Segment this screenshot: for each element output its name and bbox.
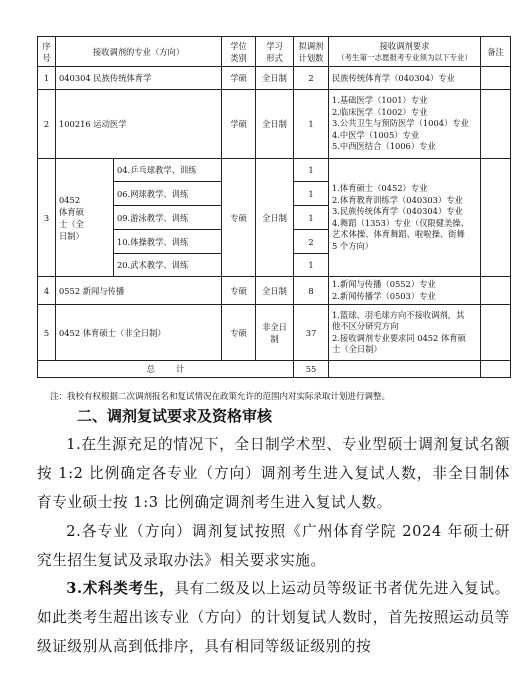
table-row [38,159,511,182]
paragraph-3-lead: 3.术科类考生， [66,580,175,597]
row-plan: 37 [294,305,329,361]
table-total-row [38,361,511,378]
row-mode: 非全日 制 [256,305,294,361]
header-degree: 学位 类别 [222,37,256,67]
row-requirement [329,277,481,305]
sub-direction: 10.体操教学、训练 [114,230,222,254]
row-requirement [329,159,481,277]
total-empty [329,361,481,378]
sub-plan: 1 [294,182,329,206]
sub-plan: 1 [294,159,329,182]
adjustment-table [37,36,511,378]
row-no: 3 [38,159,56,277]
requirement-line: 他不区分研究方向 [332,321,399,331]
row-degree: 专硕 [222,277,256,305]
row-no: 4 [38,277,56,305]
row-remark [481,67,511,90]
sub-direction: 06.网球教学、训练 [114,182,222,206]
requirement-line: 5.中西医结合（1006）专业 [332,141,436,152]
row-no: 1 [38,67,56,90]
requirement-line: 2.体育教育训练学（040303）专业 [332,194,463,205]
row-requirement [329,90,481,159]
requirement-line: 1.篮球、羽毛球方向不接收调剂，其 [332,309,465,320]
table-row [38,67,511,90]
row-degree: 专硕 [222,305,256,361]
table-header-row [38,37,511,67]
requirement-line: 1.新闻与传播（0552）专业 [332,279,436,289]
sub-plan: 1 [294,206,329,230]
row-remark [481,305,511,361]
requirement-line: 3.民族传统体育学（040304）专业 [332,206,463,216]
paragraph-3 [37,574,510,661]
paragraph-1: 1.在生源充足的情况下，全日制学术型、专业型硕士调剂复试名额按 1:2 比例确定各专业（方向）调剂考生进入复试人数，非全日制体育专业硕士按 1:3 比例确定调剂考生进入复试人数。 [37,436,510,511]
row-mode: 全日制 [256,277,294,305]
sub-direction: 09.游泳教学、训练 [114,206,222,230]
sub-plan: 1 [294,254,329,277]
requirement-line: 3.公共卫生与预防医学（1004）专业 [332,118,469,129]
row-major: 040304 民族传统体育学 [56,67,222,90]
header-no: 序 号 [38,37,56,67]
total-value: 55 [294,361,329,378]
sub-direction: 20.武术教学、训练 [114,254,222,277]
row-no: 2 [38,90,56,159]
row-degree: 学硕 [222,90,256,159]
requirement-line: 1.体育硕士（0452）专业 [332,183,428,193]
row-mode: 全日制 [256,90,294,159]
row-degree: 专硕 [222,159,256,277]
row-mode: 全日制 [256,67,294,90]
row-major: 0452 体育硕士（非全日制） [56,305,222,361]
row-major: 0452 体育硕 士（全 日制） [56,159,114,277]
table-row [38,277,511,305]
total-empty [481,361,511,378]
row-plan: 1 [294,90,329,159]
requirement-line: 艺术体操、体育舞蹈、啦啦操、街舞 [332,229,465,239]
paragraph-3-body: 具有二级及以上运动员等级证书者优先进入复试。如此类考生超出该专业（方向）的计划复试人数时，首先按照运动员等级证级别从高到低排序，具有相同等级证级别的按 [37,580,510,655]
row-remark [481,277,511,305]
requirement-line: 2.接收调剂专业要求同 0452 体育硕 [332,332,466,343]
row-plan: 2 [294,67,329,90]
row-major: 0552 新闻与传播 [56,277,222,305]
requirement-line: 4.中医学（1005）专业 [332,129,420,140]
header-requirement-title: 接收调剂要求 [379,40,430,51]
row-requirement [329,305,481,361]
header-plan: 拟调剂 计划数 [294,37,329,67]
row-major: 100216 运动医学 [56,90,222,159]
table-row [38,90,511,159]
row-remark [481,159,511,277]
row-mode: 全日制 [256,159,294,277]
header-mode: 学习 形式 [256,37,294,67]
sub-plan: 2 [294,230,329,254]
header-major: 接收调剂的专业（方向） [56,37,222,67]
paragraph-2: 2.各专业（方向）调剂复试按照《广州体育学院 2024 年硕士研究生招生复试及录取办法》相关要求实施。 [37,523,510,569]
sub-direction: 04.乒乓球教学、训练 [114,159,222,182]
row-remark [481,90,511,159]
section-title: 二、调剂复试要求及资格审核 [77,407,273,425]
table-row [38,305,511,361]
row-degree: 学硕 [222,67,256,90]
requirement-line: 士（全日制） [332,344,382,354]
requirement-line: 5 个方向） [332,240,374,251]
requirement-line: 1.基础医学（1001）专业 [332,95,428,106]
row-plan: 8 [294,277,329,305]
table-note: 注：我校有权根据二次调剂报名和复试情况在政策允许的范围内对实际录取计划进行调整。 [50,392,391,402]
row-requirement: 民族传统体育学（040304）专业 [329,67,481,90]
row-no: 5 [38,305,56,361]
requirement-line: 4.舞蹈（1353）专业（仅限健美操、 [332,217,469,228]
header-remark: 备注 [481,37,511,67]
header-requirement-sub: （考生第一志愿报考专业须为以下专业） [337,52,472,62]
total-label: 总 计 [38,361,294,378]
requirement-line: 2.临床医学（1002）专业 [332,106,428,117]
header-requirement [329,37,481,67]
requirement-line: 2.新闻传播学（0503）专业 [332,290,436,301]
